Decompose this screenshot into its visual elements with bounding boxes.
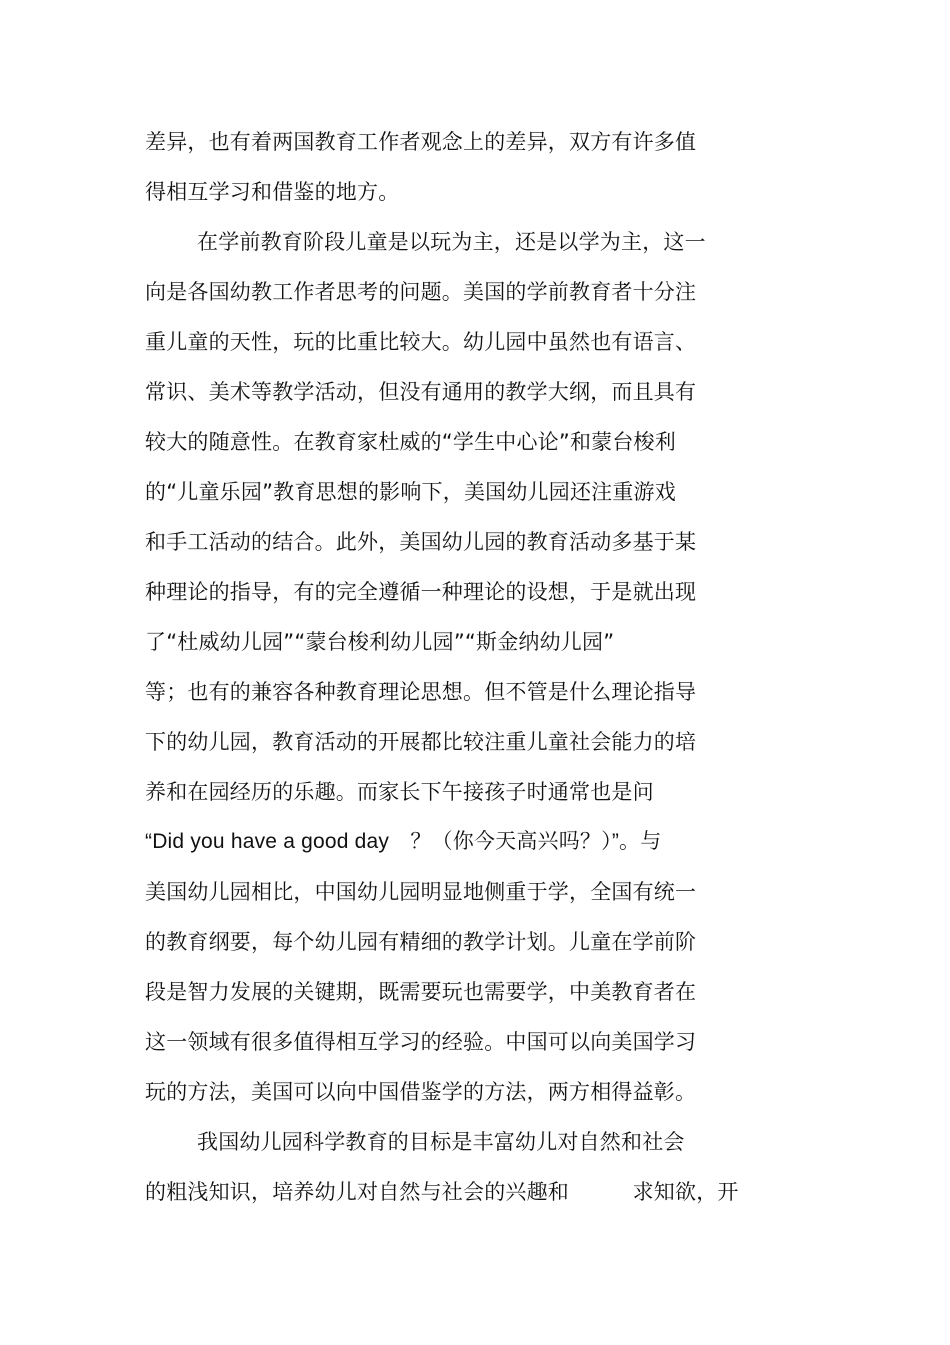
text-line: 种理论的指导，有的完全遵循一种理论的设想，于是就出现	[145, 580, 697, 604]
text-line: 下的幼儿园，教育活动的开展都比较注重儿童社会能力的培	[145, 730, 697, 754]
text-line: 段是智力发展的关键期，既需要玩也需要学，中美教育者在	[145, 980, 697, 1004]
text-line: 了“杜威幼儿园”“蒙台梭利幼儿园”“斯金纳幼儿园”	[145, 630, 615, 654]
text-line: 的教育纲要，每个幼儿园有精细的教学计划。儿童在学前阶	[145, 930, 697, 954]
text-line: 这一领域有很多值得相互学习的经验。中国可以向美国学习	[145, 1030, 697, 1054]
text-line: 较大的随意性。在教育家杜威的“学生中心论”和蒙台梭利	[145, 430, 676, 454]
text-line: 等；也有的兼容各种教育理论思想。但不管是什么理论指导	[145, 680, 697, 704]
text-line: 的粗浅知识，培养幼儿对自然与社会的兴趣和 求知欲，开	[145, 1180, 739, 1204]
text-line: 和手工活动的结合。此外，美国幼儿园的教育活动多基于某	[145, 530, 697, 554]
text-line: 重儿童的天性，玩的比重比较大。幼儿园中虽然也有语言、	[145, 330, 697, 354]
text-line: 向是各国幼教工作者思考的问题。美国的学前教育者十分注	[145, 280, 697, 304]
paragraph-start-line: 在学前教育阶段儿童是以玩为主，还是以学为主，这一	[197, 230, 706, 254]
text-line: “Did you have a good day ？（你今天高兴吗？）”。与	[145, 830, 662, 853]
paragraph-start-line: 我国幼儿园科学教育的目标是丰富幼儿对自然和社会	[197, 1130, 685, 1154]
text-line: 养和在园经历的乐趣。而家长下午接孩子时通常也是问	[145, 780, 654, 804]
text-line: 美国幼儿园相比，中国幼儿园明显地侧重于学，全国有统一	[145, 880, 697, 904]
text-line: 得相互学习和借鉴的地方。	[145, 180, 400, 204]
text-line: 差异，也有着两国教育工作者观念上的差异，双方有许多值	[145, 130, 697, 154]
text-line: 的“儿童乐园”教育思想的影响下，美国幼儿园还注重游戏	[145, 480, 676, 504]
text-line: 常识、美术等教学活动，但没有通用的教学大纲，而且具有	[145, 380, 697, 404]
text-line: 玩的方法，美国可以向中国借鉴学的方法，两方相得益彰。	[145, 1080, 697, 1104]
